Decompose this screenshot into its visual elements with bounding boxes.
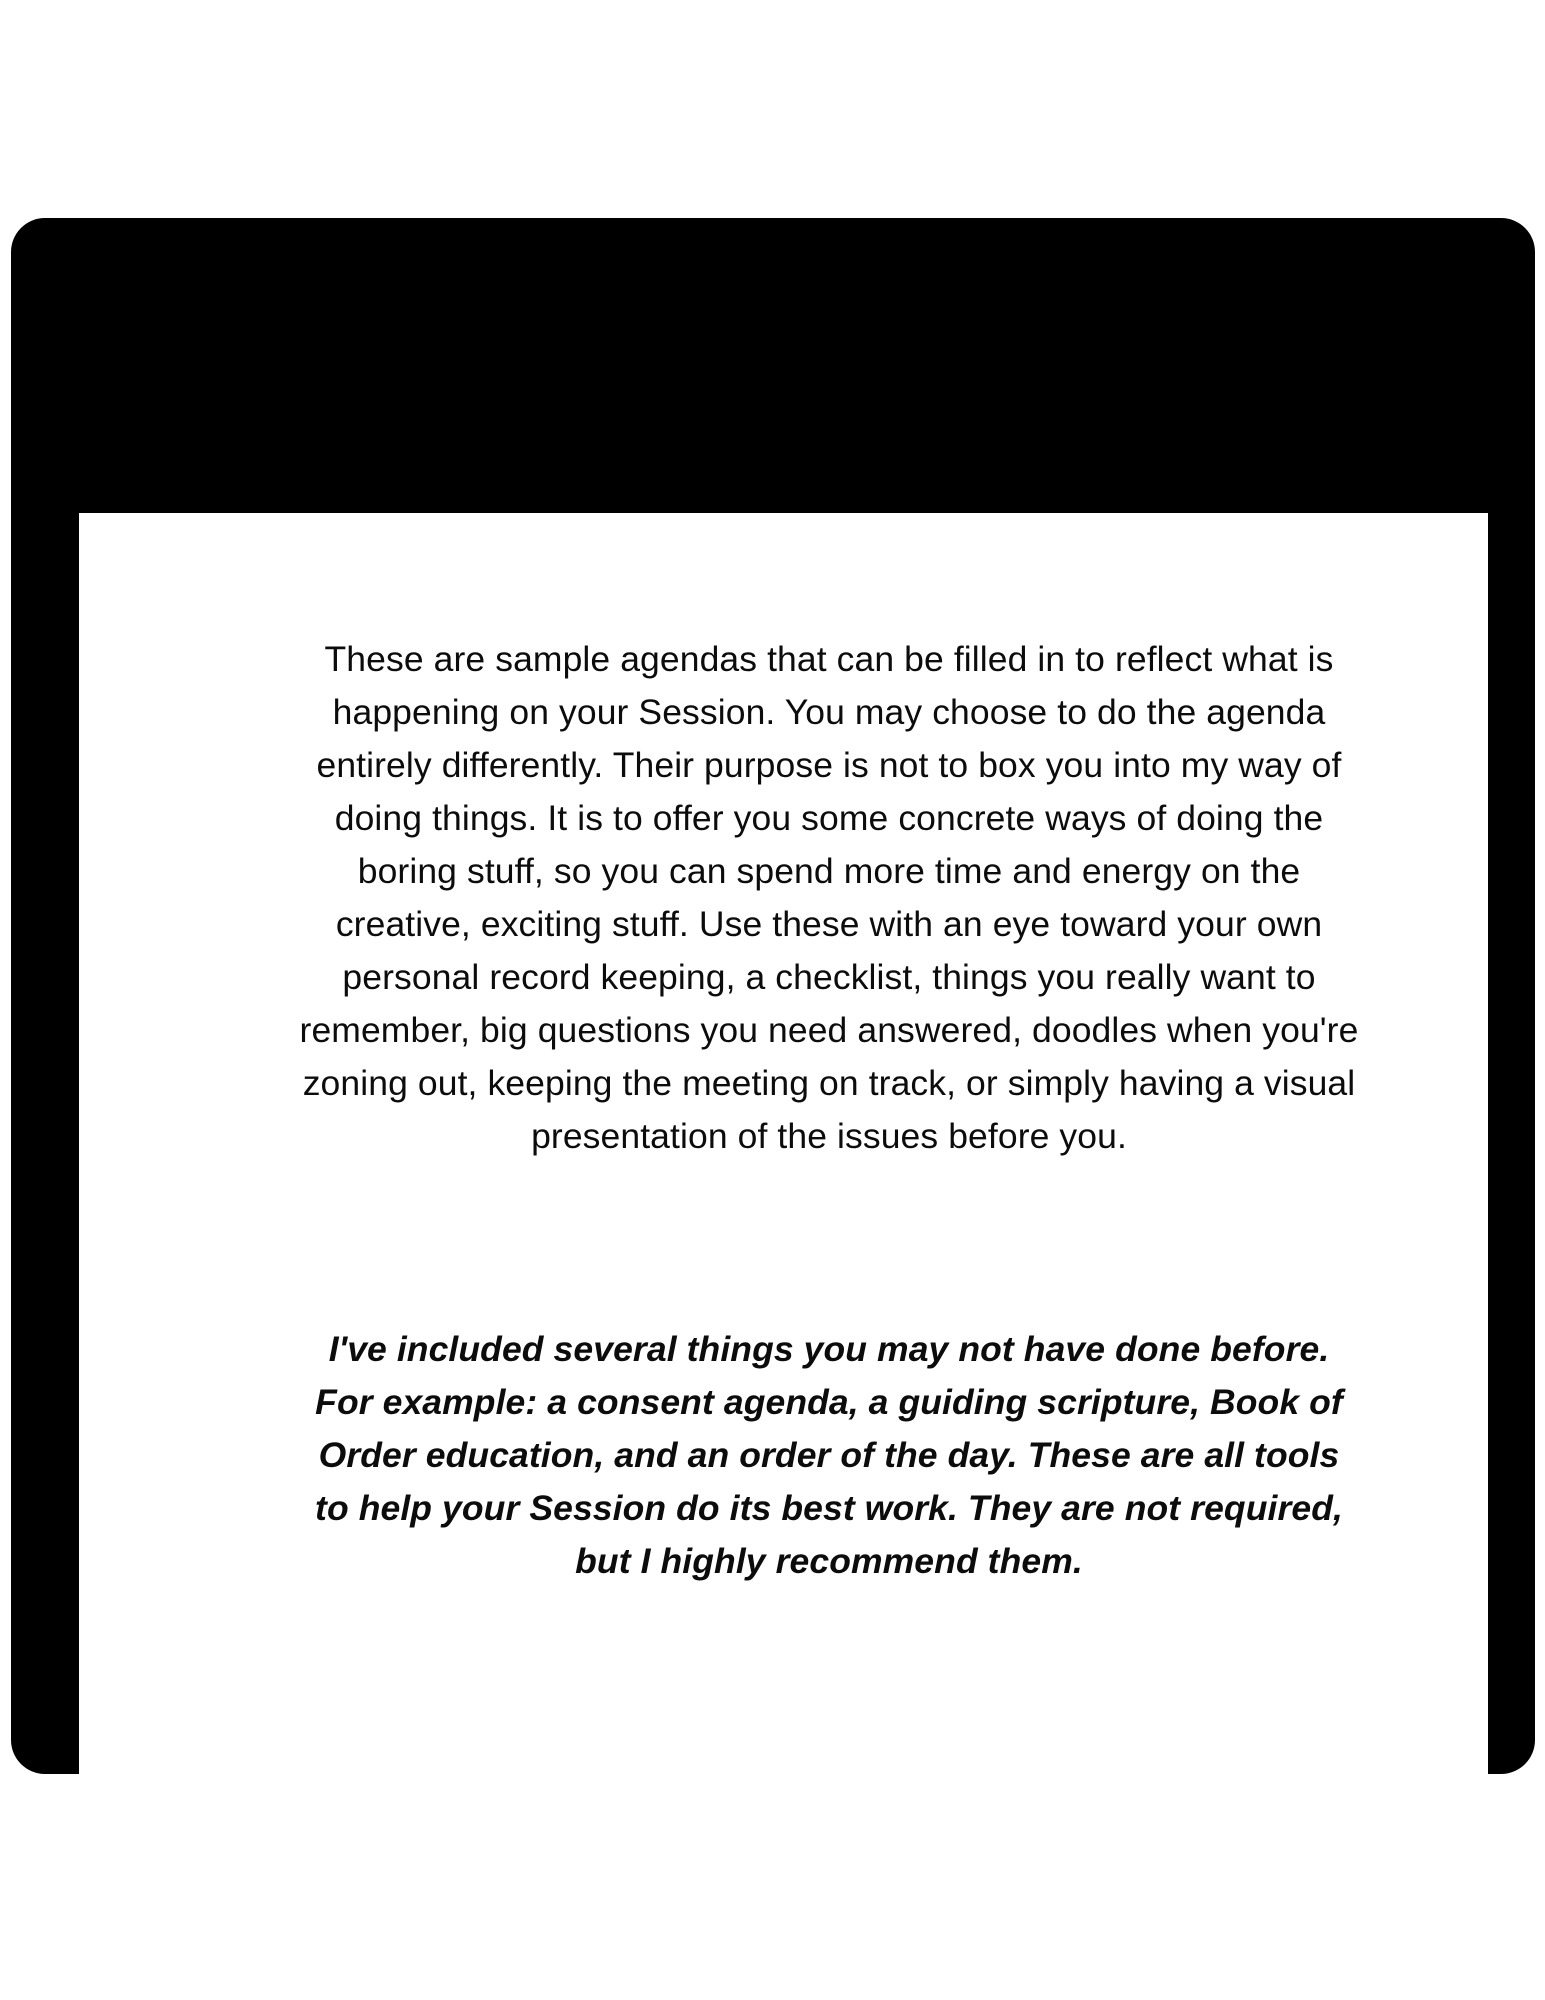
device-frame (11, 218, 1535, 1774)
intro-paragraph: These are sample agendas that can be filled in to reflect what is happening on your Session. You may choose to do the agenda entirely differently. Their purpose is not to box you into my way of doing things. It is to offer you some concrete ways of doing the boring stuff, so you can spend more time and energy on the creative, exciting stuff. Use these with an eye toward your own personal record keeping, a checklist, things you really want to remember, big questions you need answered, doodles when you're zoning out, keeping the meeting on track, or simply having a visual presentation of the issues before you. (299, 639, 1359, 1156)
paragraph-spacer (299, 1163, 1359, 1323)
text-content-block (299, 633, 1359, 1588)
slide-canvas (79, 513, 1488, 1918)
note-paragraph: I've included several things you may not have done before. For example: a consent agenda, a guiding scripture, Book of Order education, and an order of the day. These are all tools to help your Session do its best work. They are not required, but I highly recommend them. (315, 1329, 1343, 1581)
